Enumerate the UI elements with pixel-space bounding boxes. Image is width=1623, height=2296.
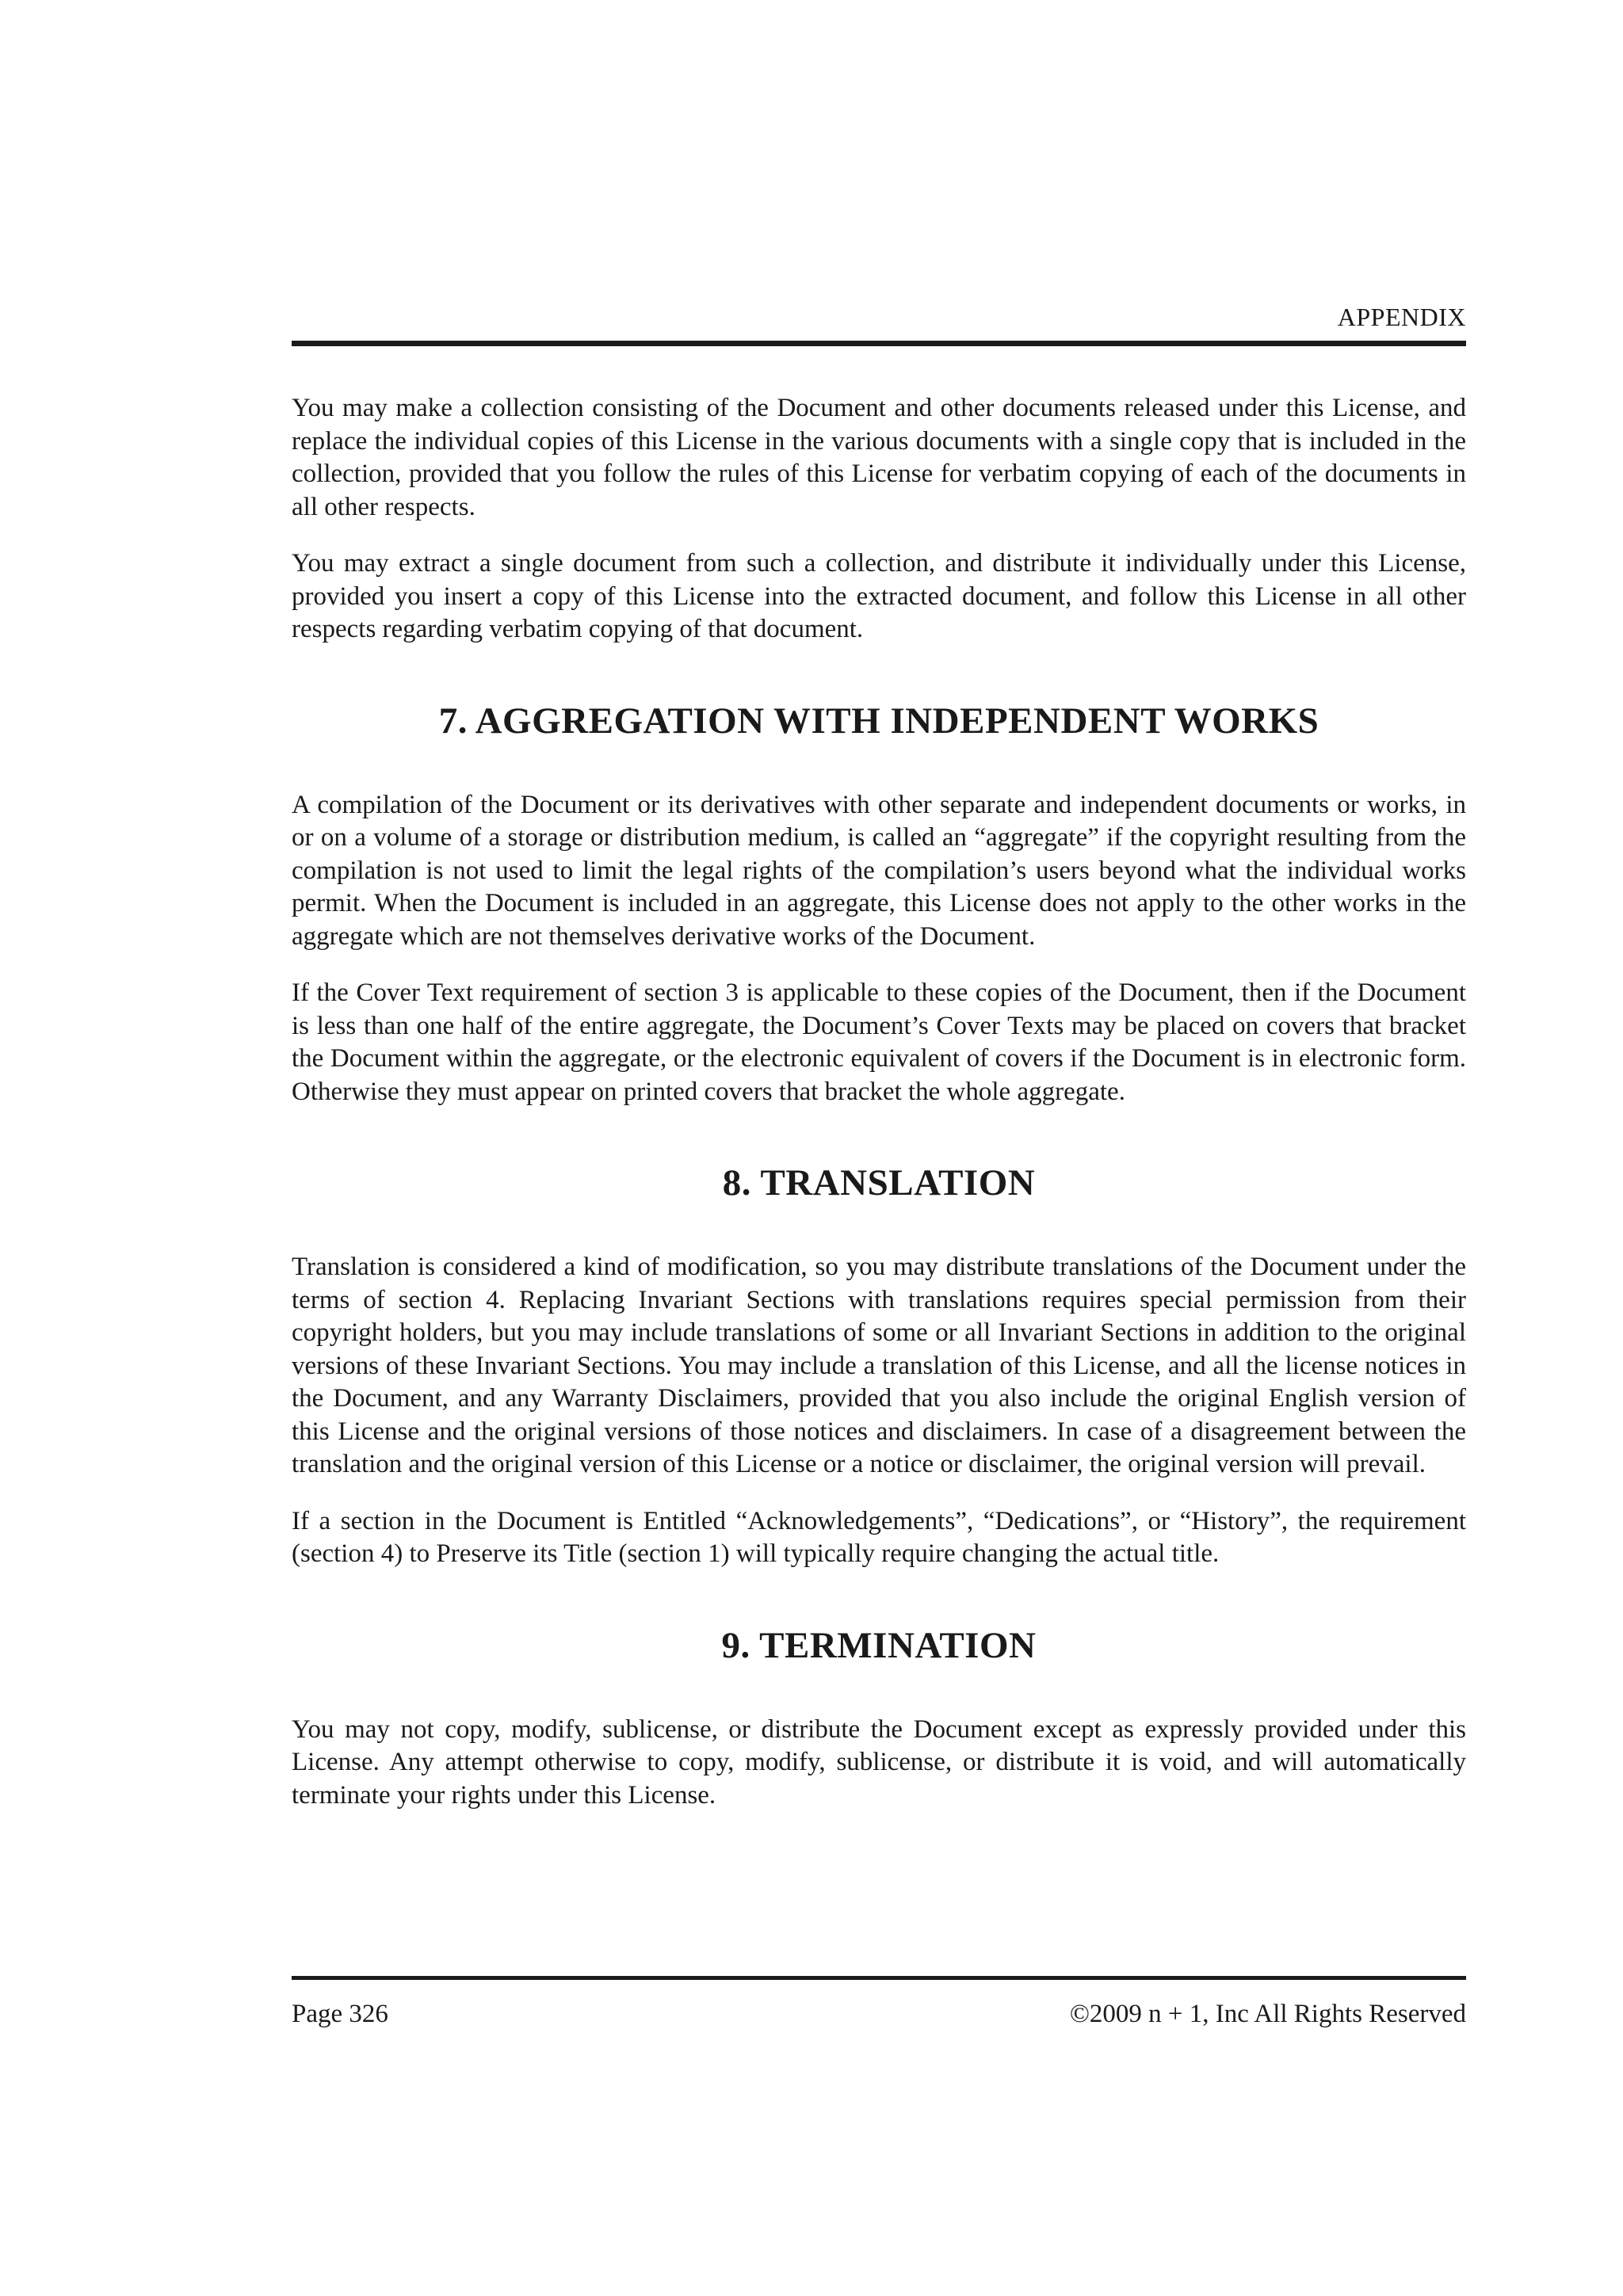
section-title-termination: 9. TERMINATION [721,1624,1037,1666]
footer-row [292,1997,1466,2031]
section-paragraph: If the Cover Text requirement of section 3 is applicable to these copies of the Document, then if the Document is less than one half of the entire aggregate, the Document’s Cover Texts may be placed on covers that bracket the Document within the aggregate, or the electronic equivalent of covers if the Document is in electronic form. Otherwise they must appear on printed covers that bracket the whole aggregate. [292,978,1466,1106]
section-paragraph: If a section in the Document is Entitled “Acknowledgements”, “Dedications”, or “History”, the requirement (section 4) to Preserve its Title (section 1) will typically require changing the actual title. [292,1506,1466,1568]
footer-rule [292,1976,1466,1980]
intro-paragraph: You may extract a single document from such a collection, and distribute it individually under this License, provided you insert a copy of this License into the extracted document, and follow this License in all other respects regarding verbatim copying of that document. [292,549,1466,643]
header-rule [292,341,1466,346]
section-title-aggregation: 7. AGGREGATION WITH INDEPENDENT WORKS [438,700,1319,742]
section-paragraph: A compilation of the Document or its derivatives with other separate and independent documents or works, in or on a volume of a storage or distribution medium, is called an “aggregate” if the copyright resulting from the compilation is not used to limit the legal rights of the compilation’s users beyond what the individual works permit. When the Document is included in an aggregate, this License does not apply to the other works in the aggregate which are not themselves derivative works of the Document. [292,790,1466,951]
section-paragraph: Translation is considered a kind of modification, so you may distribute translations of the Document under the terms of section 4. Replacing Invariant Sections with translations requires special permission from their copyright holders, but you may include translations of some or all Invariant Sections in addition to the original versions of these Invariant Sections. You may include a translation of this License, and all the license notices in the Document, and any Warranty Disclaimers, provided that you also include the original English version of this License and the original versions of those notices and disclaimers. In case of a disagreement between the translation and the original version of this License or a notice or disclaimer, the original version will prevail. [292,1253,1466,1478]
section-title-translation: 8. TRANSLATION [722,1162,1036,1203]
page-footer [292,1976,1466,2031]
page-content [292,301,1466,1836]
section-paragraph: You may not copy, modify, sublicense, or distribute the Document except as expressly provided under this License. Any attempt otherwise to copy, modify, sublicense, or distribute it is void, and will automatically terminate your rights under this License. [292,1714,1466,1810]
intro-paragraph: You may make a collection consisting of the Document and other documents released under this License, and replace the individual copies of this License in the various documents with a single copy that is included in the collection, provided that you follow the rules of this License for verbatim copying of each of the documents in all other respects. [292,394,1466,521]
page-number: Page 326 [292,2000,388,2028]
copyright-notice: ©2009 n + 1, Inc All Rights Reserved [1069,2000,1466,2028]
running-head: APPENDIX [1337,303,1466,331]
